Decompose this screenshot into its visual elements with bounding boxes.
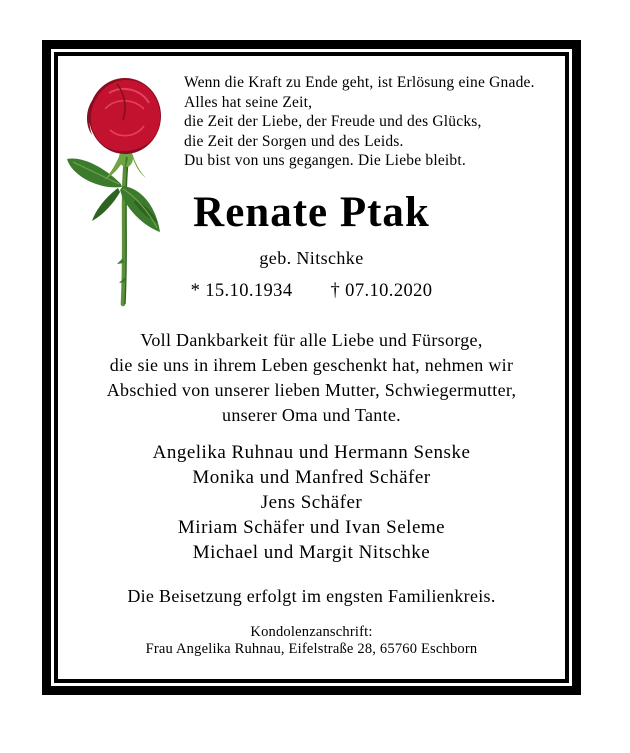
epigraph-line: die Zeit der Liebe, der Freude und des Glücks, xyxy=(184,113,482,131)
epigraph-line: Du bist von uns gegangen. Die Liebe bleibt. xyxy=(184,152,466,170)
tribute-line: Voll Dankbarkeit für alle Liebe und Fürsorge, xyxy=(140,330,483,350)
condolence-block xyxy=(58,624,565,657)
birth-date: * 15.10.1934 xyxy=(190,281,293,301)
death-date: † 07.10.2020 xyxy=(330,281,433,301)
epigraph-verse xyxy=(184,73,535,171)
outer-frame-border xyxy=(42,40,581,695)
inner-frame-border xyxy=(54,52,569,683)
maiden-name: geb. Nitschke xyxy=(259,248,364,268)
condolence-address: Frau Angelika Ruhnau, Eifelstraße 28, 65760 Eschborn xyxy=(145,640,478,657)
mourner-line: Michael und Margit Nitschke xyxy=(192,542,431,563)
funeral-note: Die Beisetzung erfolgt im engsten Familienkreis. xyxy=(127,586,496,606)
deceased-name: Renate Ptak xyxy=(193,189,430,236)
life-dates xyxy=(58,281,565,302)
mourner-line: Angelika Ruhnau und Hermann Senske xyxy=(152,442,471,463)
tribute-line: die sie uns in ihrem Leben geschenkt hat, nehmen wir xyxy=(109,355,514,375)
tribute-line: Abschied von unserer lieben Mutter, Schwiegermutter, xyxy=(106,380,517,400)
tribute-paragraph xyxy=(58,328,565,428)
epigraph-line: Wenn die Kraft zu Ende geht, ist Erlösung eine Gnade. xyxy=(184,74,535,91)
condolence-label: Kondolenzanschrift: xyxy=(250,624,373,640)
mourner-line: Monika und Manfred Schäfer xyxy=(192,467,431,488)
epigraph-line: Alles hat seine Zeit, xyxy=(184,93,313,111)
mourner-line: Miriam Schäfer und Ivan Seleme xyxy=(177,517,446,538)
mourners-list xyxy=(58,440,565,565)
mourner-line: Jens Schäfer xyxy=(260,492,363,513)
tribute-line: unserer Oma und Tante. xyxy=(222,405,401,425)
epigraph-line: die Zeit der Sorgen und des Leids. xyxy=(184,132,404,150)
rose-sepal xyxy=(131,152,146,178)
